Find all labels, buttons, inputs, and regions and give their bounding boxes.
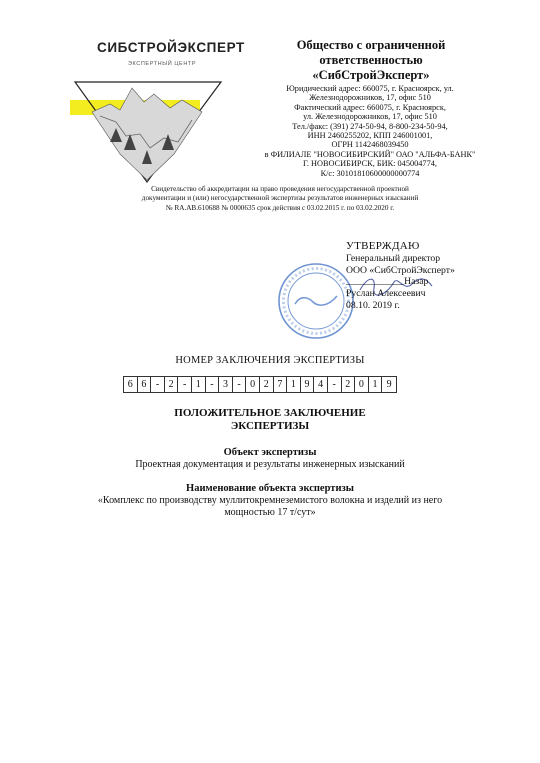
company-detail-line: Тел./факс: (391) 274-50-94, 8-800-234-50-94, — [292, 121, 448, 131]
number-digit: 9 — [386, 379, 392, 390]
company-detail-line: Юридический адрес: 660075, г. Красноярск, ул. — [286, 84, 454, 93]
company-title-line: «СибСтройЭксперт» — [312, 68, 430, 82]
company-detail-line: Г. НОВОСИБИРСК, БИК: 045004774, — [303, 159, 437, 169]
number-digit: 0 — [246, 377, 260, 392]
object-name-line: мощностью 17 т/сут» — [224, 507, 316, 518]
object-name-label: Наименование объекта экспертизы — [186, 483, 354, 494]
number-digit: 1 — [192, 377, 206, 392]
company-title — [276, 38, 466, 83]
number-digit: 9 — [301, 377, 315, 392]
object-name-value — [0, 495, 540, 519]
accreditation-line: документации и (или) негосударственной экспертизы результатов инженерных изысканий — [141, 194, 419, 203]
company-detail-line: ОГРН 1142468039450 — [331, 140, 409, 150]
number-digit: 1 — [287, 377, 301, 392]
number-digit: 7 — [274, 377, 288, 392]
company-detail-line: ИНН 2460255202, КПП 246001001, — [307, 131, 433, 141]
company-details — [262, 84, 478, 178]
company-detail-line: ул. Железнодорожников, 17, офис 510 — [303, 112, 437, 122]
number-digit: 6 — [124, 377, 138, 392]
company-logo-name: СИБСТРОЙЭКСПЕРТ — [97, 40, 245, 55]
company-detail-line: в ФИЛИАЛЕ "НОВОСИБИРСКИЙ" ОАО "АЛЬФА-БАНК" — [264, 149, 476, 159]
accreditation-line: Свидетельство об аккредитации на право проведения негосударственной проектной — [151, 185, 409, 193]
company-title-line: Общество с ограниченной — [296, 38, 446, 52]
approval-date: 08.10. 2019 г. — [346, 299, 400, 311]
approval-block — [346, 241, 455, 312]
accreditation-certificate — [120, 185, 440, 213]
approver-name: Руслан Алексеевич — [346, 288, 426, 300]
number-digit: 2 — [165, 377, 179, 392]
approver-organization: ООО «СибСтройЭксперт» — [346, 264, 455, 276]
number-digit: 2 — [342, 377, 356, 392]
number-digit: 3 — [219, 377, 233, 392]
stamp-text-ring — [284, 269, 349, 334]
conclusion-title-line: ЭКСПЕРТИЗЫ — [230, 420, 310, 432]
company-detail-line: Железнодорожников, 17, офис 510 — [309, 93, 431, 103]
number-digit: - — [206, 377, 220, 392]
object-value: Проектная документация и результаты инженерных изысканий — [135, 459, 405, 470]
object-name-line: «Комплекс по производству муллитокремнеземистого волокна и изделий из него — [97, 495, 443, 506]
conclusion-title — [0, 407, 540, 433]
accreditation-line: № RA.AB.610688 № 0000635 срок действия с 03.02.2015 г. по 03.02.2020 г. — [165, 203, 395, 212]
company-logo-tagline: ЭКСПЕРТНЫЙ ЦЕНТР — [128, 61, 197, 67]
number-digit: 0 — [355, 377, 369, 392]
conclusion-number-boxes — [123, 376, 397, 393]
mountain-logo-icon — [70, 76, 235, 186]
number-digit: - — [328, 377, 342, 392]
object-label: Объект экспертизы — [223, 447, 317, 458]
stamp-emblem — [295, 296, 337, 305]
approver-signature-line: ____________Назар — [346, 276, 429, 288]
approver-position: Генеральный директор — [346, 252, 441, 264]
conclusion-title-line: ПОЛОЖИТЕЛЬНОЕ ЗАКЛЮЧЕНИЕ — [174, 407, 366, 419]
number-digit: 6 — [138, 377, 152, 392]
stamp-outer-ring — [279, 264, 353, 338]
number-digit: 4 — [314, 377, 328, 392]
number-digit: - — [151, 377, 165, 392]
company-detail-line: К/с: 30101810600000000774 — [320, 168, 420, 178]
company-detail-line: Фактический адрес: 660075, г. Красноярск, — [294, 102, 446, 112]
number-digit: - — [178, 377, 192, 392]
company-title-line: ответственностью — [319, 53, 423, 67]
number-digit: - — [233, 377, 247, 392]
company-stamp-icon — [277, 262, 355, 340]
number-digit: 1 — [369, 377, 383, 392]
number-digit: 2 — [260, 377, 274, 392]
approval-title: УТВЕРЖДАЮ — [346, 240, 420, 252]
conclusion-number-label: НОМЕР ЗАКЛЮЧЕНИЯ ЭКСПЕРТИЗЫ — [175, 355, 365, 366]
